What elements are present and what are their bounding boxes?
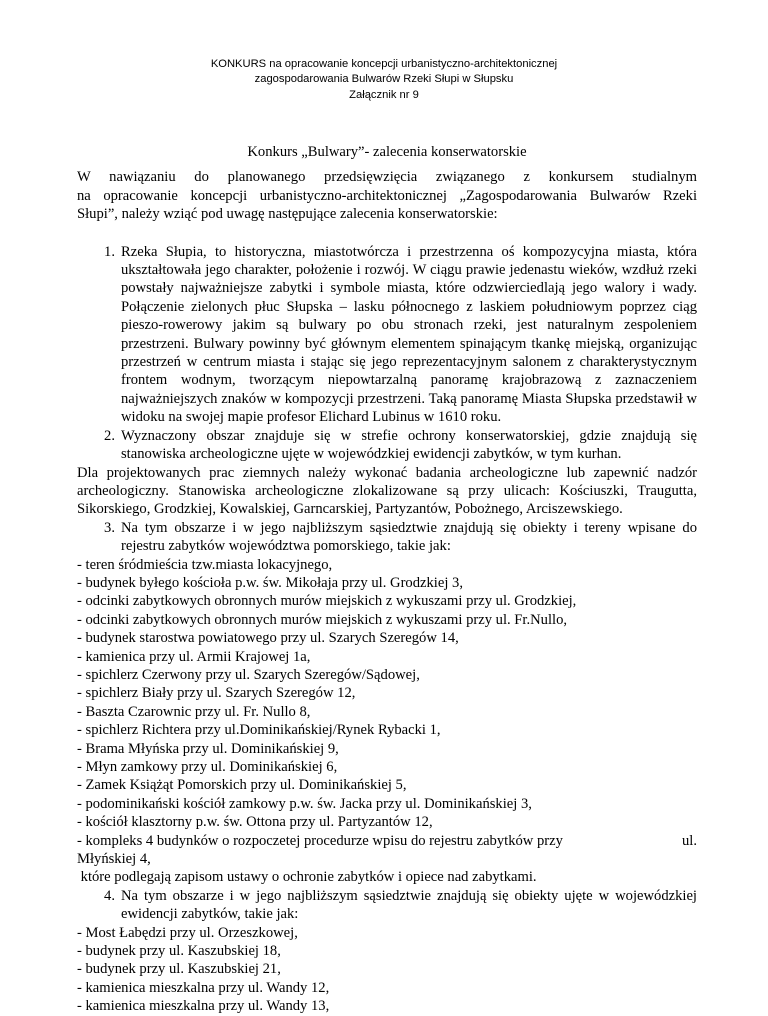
header-line-2: zagospodarowania Bulwarów Rzeki Słupi w Słupsku	[254, 73, 514, 86]
list-item-text: Rzeka Słupia, to historyczna, miastotwórcza i przestrzenna oś kompozycyjna miasta, która ukształtowała jego charakter, położenie i rozwój. W ciągu prawie jedenastu wieków, wzdłuż rzeki powstały najważniejsze zabytki i symbole miasta, które odzwierciedlają jego walory i wady. Połączenie zielonych płuc Słupska – lasku północnego z laskiem południowym poprzez ciąg pieszo-rowerowy jakim są bulwary po obu stronach rzeki, jest naturalnym zespoleniem przestrzeni. Bulwary powinny być głównym elementem spinającym tkankę miejską, organizując przestrzeń w centrum miasta i stając się jego reprezentacyjnym salonem z charakterystycznym frontem wodnym, tworzącym niepowtarzalną panoramę krajobrazową z zaznaczeniem najważniejszych znaków w kompozycji przestrzeni. Taką panoramę Miasta Słupska przedstawił w widoku na swojej mapie profesor Elichard Lubinus w 1610 roku.	[121, 243, 697, 426]
list-item-text: Na tym obszarze i w jego najbliższym sąsiedztwie znajdują się obiekty ujęte w wojewódzkiej ewidencji zabytków, takie jak:	[121, 887, 697, 923]
register-entry: - budynek byłego kościoła p.w. św. Mikołaja przy ul. Grodzkiej 3,	[77, 574, 463, 591]
register-entry: - spichlerz Czerwony przy ul. Szarych Szeregów/Sądowej,	[77, 666, 420, 683]
list-item-number: 4.	[104, 887, 115, 904]
register-entry: - odcinki zabytkowych obronnych murów miejskich z wykuszami przy ul. Grodzkiej,	[77, 593, 577, 610]
intro-line-2: na opracowanie koncepcji urbanistyczno-architektonicznej „Zagospodarowania Bulwarów Rzeki	[77, 187, 697, 204]
register-entry: - kościół klasztorny p.w. św. Ottona przy ul. Partyzantów 12,	[77, 814, 433, 831]
register-entry: - Baszta Czarownic przy ul. Fr. Nullo 8,	[77, 703, 311, 720]
evidence-entry: - budynek przy ul. Kaszubskiej 18,	[77, 943, 281, 960]
list-item-text: Na tym obszarze i w jego najbliższym sąsiedztwie znajdują się obiekty i tereny wpisane do rejestru zabytków województwa pomorskiego, takie jak:	[121, 519, 697, 555]
register-list	[77, 556, 697, 887]
register-entry-complex	[77, 832, 697, 850]
complex-continuation: Młyńskiej 4,	[77, 851, 151, 868]
register-entry: - kamienica przy ul. Armii Krajowej 1a,	[77, 648, 311, 665]
intro-line-1: W nawiązaniu do planowanego przedsięwzięcia związanego z konkursem studialnym	[77, 169, 697, 186]
intro-paragraph	[77, 168, 697, 223]
register-entry: - spichlerz Richtera przy ul.Dominikańskiej/Rynek Rybacki 1,	[77, 722, 441, 739]
list-item-1	[77, 243, 697, 427]
complex-text-end: ul.	[682, 832, 697, 849]
evidence-list	[77, 924, 697, 1016]
list-item-3	[77, 519, 697, 556]
register-entry: - Młyn zamkowy przy ul. Dominikańskiej 6,	[77, 759, 338, 775]
intro-line-3: Słupi”, należy wziąć pod uwagę następujące zalecenia konserwatorskie:	[77, 206, 498, 223]
document-header	[0, 57, 768, 103]
register-entry: - budynek starostwa powiatowego przy ul. Szarych Szeregów 14,	[77, 630, 459, 647]
register-entry: - odcinki zabytkowych obronnych murów miejskich z wykuszami przy ul. Fr.Nullo,	[77, 611, 568, 628]
evidence-entry: - kamienica mieszkalna przy ul. Wandy 12,	[77, 979, 330, 996]
law-note: które podlegają zapisom ustawy o ochronie zabytków i opiece nad zabytkami.	[77, 869, 537, 886]
evidence-entry: - kamienica mieszkalna przy ul. Wandy 13,	[77, 998, 330, 1015]
document-body	[77, 143, 697, 1016]
list-item-4	[77, 887, 697, 924]
list-item-2	[77, 427, 697, 464]
register-entry: - Zamek Książąt Pomorskich przy ul. Dominikańskiej 5,	[77, 777, 407, 794]
evidence-entry: - Most Łabędzi przy ul. Orzeszkowej,	[77, 924, 298, 941]
register-entry: - podominikański kościół zamkowy p.w. św. Jacka przy ul. Dominikańskiej 3,	[77, 795, 532, 812]
list-item-text: Wyznaczony obszar znajduje się w strefie ochrony konserwatorskiej, gdzie znajdują się stanowiska archeologiczne ujęte w wojewódzkiej ewidencji zabytków, w tym kurhan.	[121, 427, 697, 463]
register-entry: - teren śródmieścia tzw.miasta lokacyjnego,	[77, 556, 333, 573]
list-item-number: 1.	[104, 243, 115, 260]
header-line-1: KONKURS na opracowanie koncepcji urbanistyczno-architektonicznej	[210, 58, 558, 70]
list-item-number: 3.	[104, 519, 115, 536]
register-entry: - Brama Młyńska przy ul. Dominikańskiej 9,	[77, 740, 339, 757]
header-line-3: Załącznik nr 9	[349, 88, 419, 101]
document-title: Konkurs „Bulwary”- zalecenia konserwatorskie	[247, 144, 527, 160]
archeology-paragraph: Dla projektowanych prac ziemnych należy wykonać badania archeologiczne lub zapewnić nadzór archeologiczny. Stanowiska archeologiczne zlokalizowane są przy ulicach: Kościuszki, Traugutta, Sikorskiego, Grodzkiej, Kowalskiej, Garncarskiej, Partyzantów, Pobożnego, Arciszewskiego.	[77, 464, 697, 518]
register-entry: - spichlerz Biały przy ul. Szarych Szeregów 12,	[77, 685, 356, 702]
list-item-number: 2.	[104, 427, 115, 444]
evidence-entry: - budynek przy ul. Kaszubskiej 21,	[77, 961, 281, 978]
complex-text: - kompleks 4 budynków o rozpoczetej procedurze wpisu do rejestru zabytków przy	[77, 832, 563, 849]
